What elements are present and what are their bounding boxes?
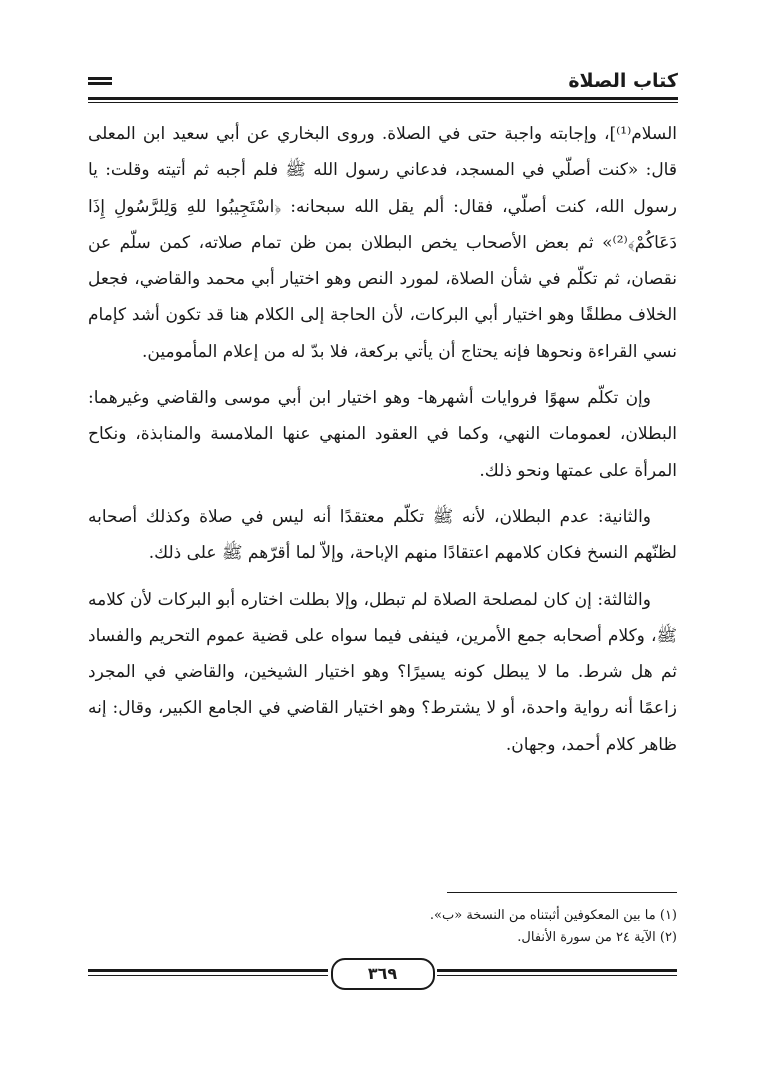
footer-rule-right — [437, 969, 677, 976]
footer-rule-left — [88, 969, 328, 976]
header-rule-thin — [88, 102, 678, 103]
header-title: كتاب الصلاة — [568, 70, 678, 92]
paragraph-3: والثانية: عدم البطلان، لأنه ﷺ تكلّم معتقدًا أنه ليس في صلاة وكذلك أصحابه لظنّهم النسخ فكان كلامهم اعتقادًا منهم الإباحة، وإلاّ لما أقرّهم ﷺ على ذلك. — [88, 506, 677, 564]
footnotes — [88, 905, 677, 949]
running-header — [88, 68, 678, 98]
footnote-1: (١) ما بين المعكوفين أثبتناه من النسخة «ب». — [429, 908, 677, 923]
page-footer — [88, 958, 677, 994]
paragraph-4: والثالثة: إن كان لمصلحة الصلاة لم تبطل، وإلا بطلت اختاره أبو البركات لأن كلامه ﷺ، وكلام أصحابه جمع الأمرين، فينفى فيما سواه على قضية عموم التحريم والفساد ثم هل شرط. ما لا يبطل كونه يسيرًا؟ وهو اختيار الشيخين، والقاضي في المجرد زاعمًا أنه رواية واحدة، أو لا يشترط؟ وهو اختيار القاضي في الجامع الكبير، وقال: إنه ظاهر كلام أحمد، وجهان. — [88, 589, 677, 755]
body-text — [88, 116, 677, 773]
double-bar-icon — [88, 77, 112, 85]
footnote-2: (٢) الآية ٢٤ من سورة الأنفال. — [517, 930, 677, 945]
page-number: ٣٦٩ — [331, 958, 435, 990]
header-rule — [88, 97, 678, 100]
paragraph-1: السلام⁽¹⁾]، وإجابته واجبة حتى في الصلاة. وروى البخاري عن أبي سعيد ابن المعلى قال: «كنت أصلّي في المسجد، فدعاني رسول الله ﷺ فلم أجبه ثم أتيته وقلت: يا رسول الله، كنت أصلّي، فقال: ألم يقل الله سبحانه: ﴿اسْتَجِيبُوا للهِ وَلِلرَّسُولِ إِذَا دَعَاكُمْ﴾⁽²⁾» ثم بعض الأصحاب يخص البطلان بمن ظن تمام صلاته، كمن سلّم عن نقصان، ثم تكلّم في شأن الصلاة، لمورد النص وهو اختيار أبي محمد والقاضي، فجعل الخلاف مطلقًا وهو اختيار أبي البركات، لأن الحاجة إلى الكلام هنا قد تكون أشد كإمام نسي القراءة ونحوها فإنه يحتاج أن يأتي بركعة، فلا بدّ له من إعلام المأمومين. — [88, 124, 677, 362]
paragraph-2: وإن تكلّم سهوًا فروايات أشهرها- وهو اختيار ابن أبي موسى والقاضي وغيرهما: البطلان، لعمومات النهي، وكما في العقود المنهي عنها الملامسة والمنابذة، ونكاح المرأة على عمتها ونحو ذلك. — [88, 388, 677, 481]
footnote-separator — [447, 892, 677, 893]
